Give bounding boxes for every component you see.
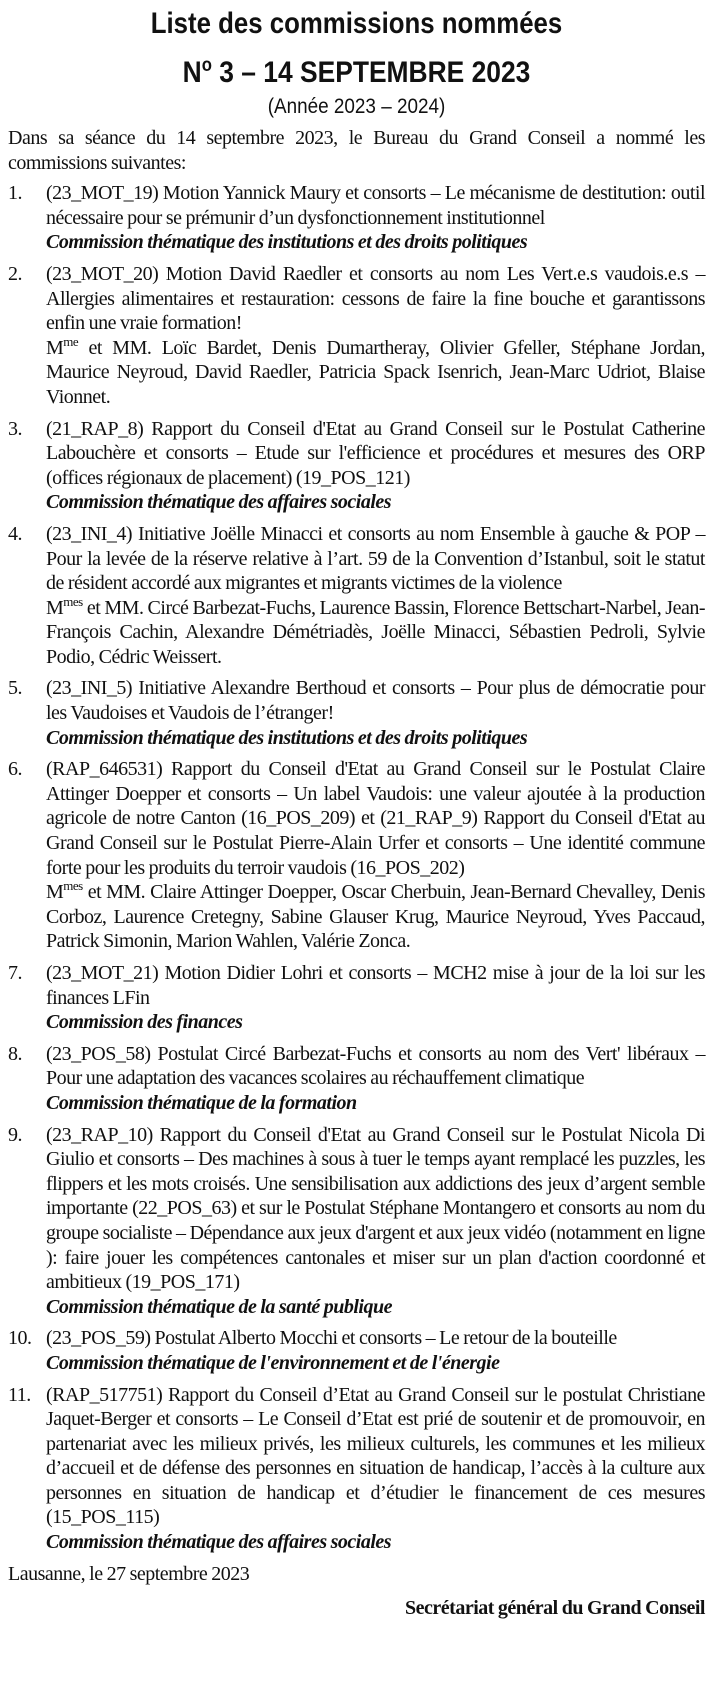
document-number-date [50,44,663,88]
members-names: et MM. Circé Barbezat-Fuchs, Laurence Bassin, Florence Bettschart-Narbel, Jean-François Cachin, Alexandre Démétriadès, Joëlle Minacci, Sébastien Pedroli, Sylvie Podio, Cédric Weissert. [46,596,705,668]
item-description: (23_MOT_20) Motion David Raedler et consorts au nom Les Vert.e.s vaudois.e.s – Allergies alimentaires et restauration: cessons de faire la fine bouche et garantissons enfin une vraie formation! [46,262,705,335]
members-prefix: M [46,596,64,619]
list-item [8,181,705,255]
commission-list [8,181,705,1554]
item-description: (23_INI_5) Initiative Alexandre Berthoud et consorts – Pour plus de démocratie pour les Vaudoises et Vaudois de l’étranger! [46,677,705,725]
members-prefix: M [46,881,64,904]
item-description: (23_POS_59) Postulat Alberto Mocchi et consorts – Le retour de la bouteille [46,1327,617,1350]
item-number: 6. [8,758,22,781]
item-description: (23_POS_58) Postulat Circé Barbezat-Fuchs et consorts au nom des Vert' libéraux – Pour une adaptation des vacances scolaires au réchauffement climatique [46,1042,705,1090]
item-members [46,333,705,410]
intro-paragraph: Dans sa séance du 14 septembre 2023, le Bureau du Grand Conseil a nommé les commissions suivantes: [8,127,705,174]
list-item [8,1042,705,1116]
document-subtitle: (Année 2023 – 2024) [267,95,446,118]
list-item [8,1383,705,1555]
item-number: 8. [8,1042,22,1065]
item-members [46,593,705,670]
members-sup: mes [63,878,83,894]
item-description: (23_MOT_21) Motion Didier Lohri et consorts – MCH2 mise à jour de la loi sur les finances LFin [46,962,705,1009]
item-number: 5. [8,677,22,700]
number-rest: 3 – 14 SEPTEMBRE 2023 [211,56,531,89]
list-item [8,757,705,954]
item-number: 3. [8,417,22,440]
item-description: (21_RAP_8) Rapport du Conseil d'Etat au Grand Conseil sur le Postulat Catherine Labouchère et consorts – Etude sur l'efficience et procédures et mesures des ORP (offices régionaux de placement) (19_POS_121) [46,417,705,489]
item-commission: Commission thématique de l'environnement et de l'énergie [46,1351,500,1374]
item-members [46,880,705,954]
item-description: (23_RAP_10) Rapport du Conseil d'Etat au Grand Conseil sur le Postulat Nicola Di Giulio et consorts – Des machines à sous à tuer le temps ayant remplacé les puzzles, les flippers et les mots croisés. Une sensibilisation aux addictions des jeux d’argent semble importante (22_POS_63) et sur le Postulat Stéphane Montangero et consorts au nom du groupe socialiste – Dépendance aux jeux d'argent et aux jeux vidéo (notamment en ligne ): faire jouer les compétences cantonales et miser sur un plan d'action coordonné et ambitieux (19_POS_171) [46,1123,705,1294]
item-commission: Commission thématique des institutions et des droits politiques [46,726,528,749]
item-description: (23_INI_4) Initiative Joëlle Minacci et consorts au nom Ensemble à gauche & POP – Pour la levée de la réserve relative à l’art. 59 de la Convention d’Istanbul, soit le statut de résident accordé aux migrantes et migrants victimes de la violence [46,522,705,595]
item-commission: Commission thématique des affaires sociales [46,1531,392,1554]
list-item [8,262,705,410]
number-prefix: N [182,56,202,89]
members-sup: me [63,333,79,349]
document-page [8,0,705,1621]
item-number: 10. [8,1327,32,1350]
item-number: 9. [8,1123,22,1146]
list-item [8,522,705,670]
item-commission: Commission des finances [46,1011,243,1034]
signature: Secrétariat général du Grand Conseil [405,1597,705,1620]
item-description: (RAP_646531) Rapport du Conseil d'Etat au Grand Conseil sur le Postulat Claire Attinger Doepper et consorts – Un label Vaudois: une valeur ajoutée à la production agricole de notre Canton (16_POS_209) et (21_RAP_9) Rapport du Conseil d'Etat au Grand Conseil sur le Postulat Pierre-Alain Urfer et consorts – Une identité commune forte pour les produits du terroir vaudois (16_POS_202) [46,758,705,879]
item-number: 4. [8,522,22,545]
list-item [8,1326,705,1375]
item-description: (RAP_517751) Rapport du Conseil d’Etat au Grand Conseil sur le postulat Christiane Jaquet-Berger et consorts – Le Conseil d’Etat est prié de soutenir et de promouvoir, en partenariat avec les milieux privés, les milieux culturels, les communes et les milieux d’accueil et de défense des personnes en situation de handicap, l’accès à la culture aux personnes en situation de handicap et d’étudier le financement de ces mesures (15_POS_115) [46,1383,705,1529]
item-commission: Commission thématique des institutions et des droits politiques [46,231,528,254]
members-sup: mes [63,593,83,609]
item-commission: Commission thématique de la santé publique [46,1295,392,1318]
item-commission: Commission thématique de la formation [46,1091,357,1114]
document-title: Liste des commissions nommées [150,7,563,40]
number-sup: o [201,55,212,76]
members-names: et MM. Claire Attinger Doepper, Oscar Cherbuin, Jean-Bernard Chevalley, Denis Corboz, Laurence Cretegny, Sabine Glauser Krug, Maurice Neyroud, Yves Paccaud, Patrick Simonin, Marion Wahlen, Valérie Zonca. [46,881,705,953]
item-commission: Commission thématique des affaires sociales [46,491,392,514]
list-item [8,961,705,1035]
item-number: 7. [8,962,22,984]
members-prefix: M [46,336,64,359]
members-names: et MM. Loïc Bardet, Denis Dumartheray, Olivier Gfeller, Stéphane Jordan, Maurice Neyroud, David Raedler, Patricia Spack Isenrich, Jean-Marc Udriot, Blaise Vionnet. [46,336,705,408]
item-description: (23_MOT_19) Motion Yannick Maury et consorts – Le mécanisme de destitution: outil nécessaire pour se prémunir d’un dysfonctionnement institutionnel [46,182,705,229]
list-item [8,417,705,515]
list-item [8,676,705,750]
item-number: 11. [8,1383,31,1406]
list-item [8,1123,705,1320]
item-number: 2. [8,262,22,285]
item-number: 1. [8,182,22,205]
place-date: Lausanne, le 27 septembre 2023 [8,1562,250,1585]
